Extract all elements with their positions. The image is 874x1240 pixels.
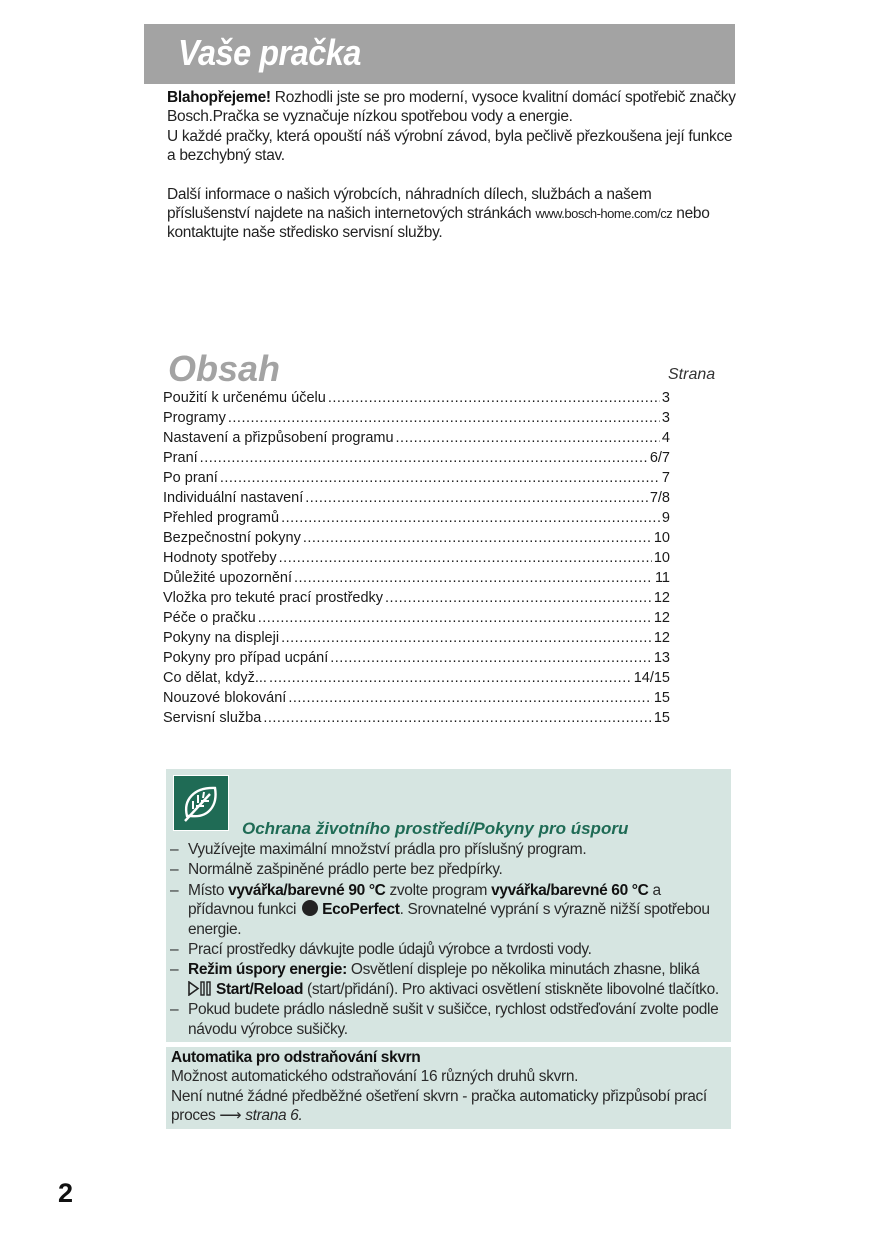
toc-page: 15 [653,710,670,726]
page-reference: strana 6. [245,1107,303,1125]
toc-label: Co dělat, když... [163,670,267,686]
toc-row [163,630,670,650]
toc-row [163,590,670,610]
toc-leader-dots [396,430,660,446]
toc-page: 12 [653,630,670,646]
page-title: Vaše pračka [178,32,361,73]
toc-row [163,550,670,570]
toc-page: 6/7 [649,450,670,466]
leaf-icon [173,775,229,831]
toc-page: 3 [661,410,670,426]
intro-text-1: Rozhodli jste se pro moderní, vysoce kvalitní domácí spotřebič značky Bosch.Pračka se vyznačuje nízkou spotřebou vody a energie. [167,89,736,126]
toc-page: 9 [661,510,670,526]
toc-row [163,490,670,510]
stain-removal-line-2: Není nutné žádné předběžné ošetření skvrn - pračka automaticky přizpůsobí prací proces ⟶ strana 6. [171,1087,707,1125]
toc-leader-dots [281,630,652,646]
toc-label: Nouzové blokování [163,690,287,706]
toc-label: Programy [163,410,226,426]
toc-row [163,710,670,730]
toc-leader-dots [281,510,660,526]
toc-row [163,470,670,490]
toc-page: 11 [654,570,670,586]
toc-label: Individuální nastavení [163,490,304,506]
toc-page: 4 [661,430,670,446]
arrow-icon: ⟶ [219,1107,242,1125]
stain-removal-line-1: Možnost automatického odstraňování 16 různých druhů skvrn. [171,1068,579,1086]
table-of-contents [163,390,670,730]
toc-leader-dots [288,690,652,706]
toc-page: 15 [653,690,670,706]
toc-row [163,670,670,690]
toc-leader-dots [305,490,648,506]
toc-label: Nastavení a přizpůsobení programu [163,430,394,446]
toc-label: Servisní služba [163,710,262,726]
intro-section [167,88,737,243]
toc-leader-dots [258,610,652,626]
toc-page: 10 [653,550,670,566]
toc-page-heading: Strana [668,366,716,383]
toc-leader-dots [303,530,652,546]
eco-tips-box [166,769,731,1042]
website-url: www.bosch-home.com/cz [535,206,673,222]
toc-page: 7/8 [649,490,670,506]
toc-row [163,390,670,410]
eco-tips-list [170,840,726,1040]
toc-label: Důležité upozornění [163,570,292,586]
toc-label: Pokyny na displeji [163,630,280,646]
toc-leader-dots [269,670,632,686]
toc-row [163,690,670,710]
toc-label: Použití k určenému účelu [163,390,326,406]
toc-label: Bezpečnostní pokyny [163,530,301,546]
list-item: – Místo vyvářka/barevné 90 °C zvolte program vyvářka/barevné 60 °C a přídavnou funkci EcoPerfect. Srovnatelné vyprání s výrazně nižší spotřebou energie. [170,881,710,938]
toc-leader-dots [200,450,648,466]
toc-leader-dots [294,570,653,586]
toc-label: Vložka pro tekuté prací prostředky [163,590,384,606]
stain-removal-title: Automatika pro odstraňování skvrn [171,1049,421,1066]
toc-leader-dots [330,650,652,666]
toc-label: Pokyny pro případ ucpání [163,650,329,666]
toc-page: 14/15 [633,670,670,686]
toc-page: 3 [661,390,670,406]
toc-label: Přehled programů [163,510,280,526]
intro-paragraph-3 [167,185,737,243]
eco-title: Ochrana životního prostředí/Pokyny pro úsporu [242,819,629,838]
list-item: – Normálně zašpiněné prádlo perte bez předpírky. [170,861,503,879]
toc-page: 12 [653,610,670,626]
toc-label: Po praní [163,470,218,486]
toc-leader-dots [385,590,652,606]
toc-page: 7 [661,470,670,486]
toc-row [163,650,670,670]
toc-leader-dots [263,710,652,726]
toc-leader-dots [228,410,660,426]
stain-removal-content [171,1048,726,1126]
stain-removal-box [166,1047,731,1129]
intro-text-3b: nebo kontaktujte naše středisko servisní služby. [167,205,710,242]
start-reload-icon [188,981,212,996]
page-number: 2 [58,1178,74,1208]
list-item: – Prací prostředky dávkujte podle údajů výrobce a tvrdosti vody. [170,941,592,959]
toc-row [163,570,670,590]
intro-paragraph-1 [167,88,737,127]
toc-title: Obsah [168,348,281,389]
header-bar [144,24,735,84]
toc-row [163,450,670,470]
toc-row [163,410,670,430]
intro-text-3a: Další informace o našich výrobcích, náhradních dílech, službách a našem příslušenství najdete na našich internetových stránkách [167,185,652,223]
list-item: – Pokud budete prádlo následně sušit v sušičce, rychlost odstřeďování zvolte podle návodu výrobce sušičky. [170,1001,719,1038]
toc-leader-dots [279,550,652,566]
ecoperfect-icon [302,900,318,916]
toc-leader-dots [220,470,660,486]
toc-row [163,430,670,450]
list-item: – Využívejte maximální množství prádla pro příslušný program. [170,841,587,858]
intro-paragraph-2: U každé pračky, která opouští náš výrobní závod, byla pečlivě přezkoušena její funkce a bezchybný stav. [167,127,733,165]
toc-label: Péče o pračku [163,610,256,626]
toc-label: Praní [163,450,198,466]
toc-row [163,610,670,630]
greeting: Blahopřejeme! [167,89,271,106]
list-item: – Režim úspory energie: Osvětlení displeje po několika minutách zhasne, bliká Start/Reload (start/přidání). Pro aktivaci osvětlení stiskněte libovolné tlačítko. [170,961,719,998]
toc-page: 10 [653,530,670,546]
toc-row [163,510,670,530]
toc-leader-dots [328,390,660,406]
toc-row [163,530,670,550]
toc-label: Hodnoty spotřeby [163,550,277,566]
toc-page: 12 [653,590,670,606]
toc-page: 13 [653,650,670,666]
